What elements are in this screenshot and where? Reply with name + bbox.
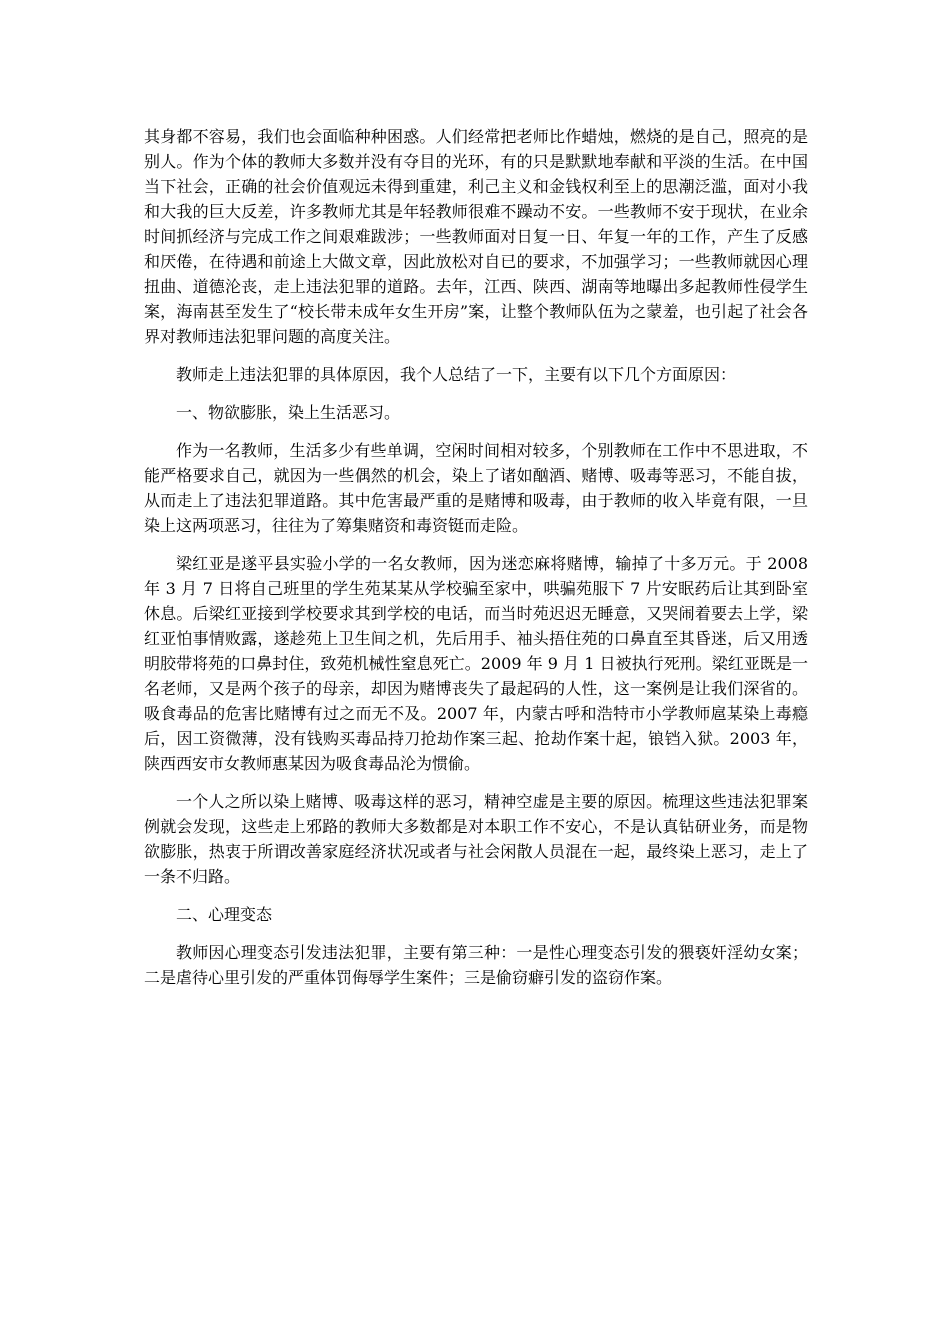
body-paragraph: 教师走上违法犯罪的具体原因，我个人总结了一下，主要有以下几个方面原因： — [176, 365, 737, 384]
body-paragraph: 一个人之所以染上赌博、吸毒这样的恶习，精神空虚是主要的原因。梳理这些违法犯罪案例就会发现，这些走上邪路的教师大多数都是对本职工作不安心，不是认真钻研业务，而是物欲膨胀，热衷于所谓改善家庭经济状况或者与社会闲散人员混在一起，最终染上恶习，走上了一条不归路。 — [144, 792, 808, 886]
body-paragraph: 教师因心理变态引发违法犯罪，主要有第三种：一是性心理变态引发的猥亵奸淫幼女案；二是虐待心里引发的严重体罚侮辱学生案件；三是偷窃癖引发的盗窃作案。 — [144, 943, 808, 987]
section-heading: 一、物欲膨胀，染上生活恶习。 — [176, 403, 401, 422]
body-paragraph: 其身都不容易，我们也会面临种种困惑。人们经常把老师比作蜡烛，燃烧的是自己，照亮的是别人。作为个体的教师大多数并没有夺目的光环，有的只是默默地奉献和平淡的生活。在中国当下社会，正确的社会价值观远未得到重建，利己主义和金钱权利至上的思潮泛滥，面对小我和大我的巨大反差，许多教师尤其是年轻教师很难不躁动不安。一些教师不安于现状，在业余时间抓经济与完成工作之间艰难跋涉；一些教师面对日复一日、年复一年的工作，产生了反感和厌倦，在待遇和前途上大做文章，因此放松对自已的要求，不加强学习；一些教师就因心理扭曲、道德沦丧，走上违法犯罪的道路。去年，江西、陕西、湖南等地曝出多起教师性侵学生案，海南甚至发生了“校长带未成年女生开房”案，让整个教师队伍为之蒙羞，也引起了社会各界对教师违法犯罪问题的高度关注。 — [144, 127, 808, 346]
body-paragraph: 梁红亚是遂平县实验小学的一名女教师，因为迷恋麻将赌博，输掉了十多万元。于 2008 年 3 月 7 日将自己班里的学生苑某某从学校骗至家中，哄骗苑服下 7 片安眠药后让其到卧室休息。后梁红亚接到学校要求其到学校的电话，而当时苑迟迟无睡意，又哭闹着要去上学，梁红亚怕事情败露，遂趁苑上卫生间之机，先后用手、袖头捂住苑的口鼻直至其昏迷，后又用透明胶带将苑的口鼻封住，致苑机械性窒息死亡。2009 年 9 月 1 日被执行死刑。梁红亚既是一名老师，又是两个孩子的母亲，却因为赌博丧失了最起码的人性，这一案例是让我们深省的。吸食毒品的危害比赌博有过之而无不及。2007 年，内蒙古呼和浩特市小学教师扈某染上毒瘾后，因工资微薄，没有钱购买毒品持刀抢劫作案三起、抢劫作案十起，锒铛入狱。2003 年，陕西西安市女教师惠某因为吸食毒品沦为惯偷。 — [144, 554, 808, 773]
section-heading: 二、心理变态 — [176, 905, 273, 924]
document-page — [144, 124, 808, 1003]
body-paragraph: 作为一名教师，生活多少有些单调，空闲时间相对较多，个别教师在工作中不思进取，不能严格要求自己，就因为一些偶然的机会，染上了诸如酗酒、赌博、吸毒等恶习，不能自拔，从而走上了违法犯罪道路。其中危害最严重的是赌博和吸毒，由于教师的收入毕竟有限，一旦染上这两项恶习，往往为了筹集赌资和毒资铤而走险。 — [144, 441, 808, 535]
